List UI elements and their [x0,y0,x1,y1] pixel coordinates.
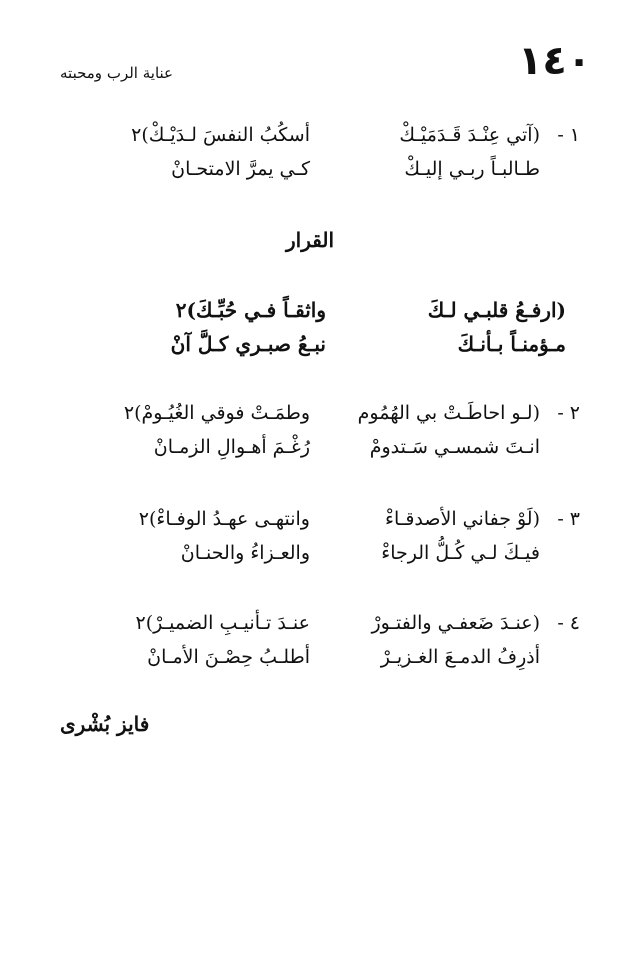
hemistich-first: (عنـدَ ضَعفـي والفتـورْ [371,612,540,634]
verse-line [60,612,580,646]
verse-line [60,436,580,470]
verse-3 [60,508,580,576]
hemistich-second: واثقـاً فـي حُبِّـكَ)٢ [175,298,326,322]
running-header-title: عناية الرب ومحبته [60,64,173,82]
verse-1 [60,124,580,192]
hemistich-second: كـي يمرَّ الامتحـانْ [171,158,310,180]
page-number: ١٤٠ [518,38,592,84]
verse-number: ١ - [557,124,580,146]
hemistich-first: (ارفـعُ قلبـي لـكَ [427,298,566,322]
hemistich-second: أطلـبُ حِصْـنَ الأمـانْ [147,646,310,668]
hemistich-second: والعـزاءُ والحنـانْ [180,542,310,564]
chorus-title: القرار [285,228,335,252]
chorus [60,298,580,366]
verse-number: ٣ - [557,508,580,530]
hemistich-first: (لَوْ جفاني الأصدقـاءْ [385,508,540,530]
hemistich-first: فيـكَ لـي كُـلُّ الرجاءْ [381,542,540,564]
hemistich-second: نبـعُ صبـري كـلَّ آنْ [170,332,326,356]
author-name: فايز بُشْرى [60,712,150,736]
verse-4 [60,612,580,680]
chorus-line [60,298,580,332]
verse-line [60,646,580,680]
hemistich-second: رُغْـمَ أهـوالِ الزمـانْ [153,436,310,458]
verse-number: ٢ - [557,402,580,424]
verse-line [60,542,580,576]
verse-line [60,158,580,192]
hemistich-first: أذرِفُ الدمـعَ الغـزيـرْ [380,646,540,668]
verse-line [60,124,580,158]
verse-number: ٤ - [557,612,580,634]
chorus-line [60,332,580,366]
verse-line [60,508,580,542]
hemistich-second: أسكُبُ النفسَ لـدَيْـكْ)٢ [131,124,310,146]
hemistich-second: عنـدَ تـأنيـبِ الضميـرْ)٢ [135,612,310,634]
hemistich-second: وطمَـتْ فوقي الغُيُـومْ)٢ [123,402,310,424]
hemistich-first: (آتي عِنْـدَ قَـدَمَيْـكْ [399,124,540,146]
hemistich-first: طـالبـاً ربـي إليـكْ [404,158,540,180]
hemistich-second: وانتهـى عهـدُ الوفـاءْ)٢ [138,508,310,530]
verse-2 [60,402,580,470]
verse-line [60,402,580,436]
hemistich-first: انـتَ شمسـي سَـتدومْ [369,436,540,458]
hemistich-first: مـؤمنـاً بـأنـكَ [457,332,566,356]
hemistich-first: (لـو احاطَـتْ بي الهُمُوم [357,402,540,424]
